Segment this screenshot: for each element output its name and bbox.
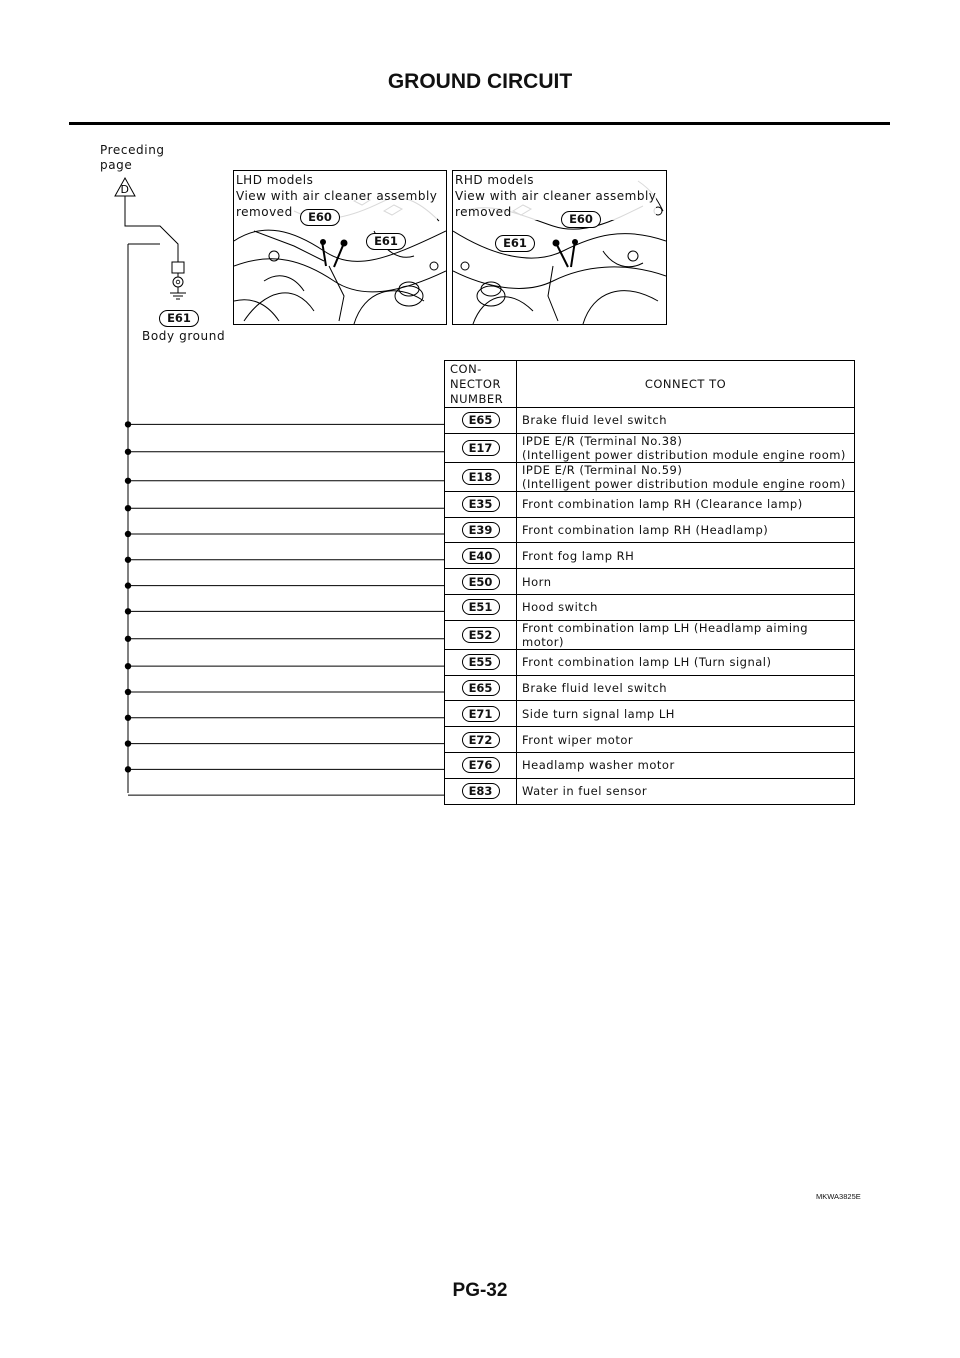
rhd-caption-line1: RHD models bbox=[455, 173, 535, 187]
lhd-e61-tag: E61 bbox=[366, 233, 406, 250]
connector-number: E76 bbox=[462, 757, 500, 773]
lhd-e60-tag: E60 bbox=[300, 209, 340, 226]
connect-to-cell: Front combination lamp RH (Headlamp) bbox=[517, 517, 855, 543]
connector-number-cell bbox=[445, 462, 517, 491]
preceding-label: Preceding bbox=[100, 143, 165, 157]
splice-dot bbox=[125, 557, 131, 563]
splice-dot bbox=[125, 689, 131, 695]
connector-number-cell bbox=[445, 675, 517, 701]
splice-dot bbox=[125, 505, 131, 511]
rhd-caption-line2: View with air cleaner assembly bbox=[455, 189, 657, 203]
connector-number: E17 bbox=[462, 440, 500, 456]
splice-dot bbox=[125, 766, 131, 772]
connect-to-cell: Headlamp washer motor bbox=[517, 752, 855, 778]
connect-to-cell: Horn bbox=[517, 569, 855, 595]
body-ground-label: Body ground bbox=[142, 329, 226, 343]
connector-number: E35 bbox=[462, 496, 500, 512]
table-row bbox=[445, 778, 855, 804]
table-row bbox=[445, 620, 855, 649]
rhd-e60-tag: E60 bbox=[561, 211, 601, 228]
connect-to-cell: IPDE E/R (Terminal No.59) (Intelligent power distribution module engine room) bbox=[517, 462, 855, 491]
rhd-location-photo bbox=[452, 170, 667, 325]
rhd-caption bbox=[455, 172, 656, 220]
preceding-label-2: page bbox=[100, 158, 133, 172]
connect-to-cell: Side turn signal lamp LH bbox=[517, 701, 855, 727]
lhd-caption-line3: removed bbox=[236, 205, 293, 219]
table-row bbox=[445, 701, 855, 727]
splice-dot bbox=[125, 608, 131, 614]
page-number: PG-32 bbox=[452, 1280, 508, 1301]
table-row bbox=[445, 569, 855, 595]
connector-number-cell bbox=[445, 408, 517, 434]
splice-dot bbox=[125, 421, 131, 427]
connector-number-cell bbox=[445, 569, 517, 595]
figure-code: MKWA3825E bbox=[816, 1192, 861, 1201]
header-connector-number-text: CON- NECTOR NUMBER bbox=[450, 361, 504, 406]
connector-number-cell bbox=[445, 752, 517, 778]
connector-number: E40 bbox=[462, 548, 500, 564]
page-title: GROUND CIRCUIT bbox=[387, 70, 573, 93]
connector-number: E18 bbox=[462, 469, 500, 485]
connect-to-cell: IPDE E/R (Terminal No.38) (Intelligent power distribution module engine room) bbox=[517, 433, 855, 462]
connector-number: E51 bbox=[462, 599, 500, 615]
splice-dot bbox=[125, 740, 131, 746]
lhd-caption-line2: View with air cleaner assembly bbox=[236, 189, 438, 203]
connect-to-cell: Front fog lamp RH bbox=[517, 543, 855, 569]
table-row bbox=[445, 408, 855, 434]
table-header-row bbox=[445, 361, 855, 408]
table-row bbox=[445, 649, 855, 675]
splice-dot bbox=[125, 636, 131, 642]
table-row bbox=[445, 462, 855, 491]
connector-tag: D bbox=[120, 183, 129, 196]
header-connect-to: CONNECT TO bbox=[517, 361, 855, 408]
splice-dot bbox=[125, 715, 131, 721]
header-connector-number bbox=[445, 361, 517, 408]
ground-connector-tag: E61 bbox=[159, 310, 199, 327]
connect-to-cell: Brake fluid level switch bbox=[517, 408, 855, 434]
splice-dot bbox=[125, 582, 131, 588]
connector-number: E71 bbox=[462, 706, 500, 722]
connector-number-cell bbox=[445, 620, 517, 649]
splice-dot bbox=[125, 531, 131, 537]
connector-number: E72 bbox=[462, 732, 500, 748]
splice-dot bbox=[125, 449, 131, 455]
connector-number: E83 bbox=[462, 783, 500, 799]
rhd-e61-tag: E61 bbox=[495, 235, 535, 252]
connector-number-cell bbox=[445, 727, 517, 753]
connector-number: E39 bbox=[462, 522, 500, 538]
connector-number-cell bbox=[445, 517, 517, 543]
connect-to-cell: Front wiper motor bbox=[517, 727, 855, 753]
connect-to-cell: Front combination lamp LH (Headlamp aiming motor) bbox=[517, 620, 855, 649]
connector-number-cell bbox=[445, 543, 517, 569]
connector-number-cell bbox=[445, 701, 517, 727]
table-row bbox=[445, 727, 855, 753]
connect-to-cell: Hood switch bbox=[517, 594, 855, 620]
table-row bbox=[445, 675, 855, 701]
table-row bbox=[445, 594, 855, 620]
table-row bbox=[445, 517, 855, 543]
connect-to-cell: Front combination lamp RH (Clearance lamp) bbox=[517, 491, 855, 517]
table-row bbox=[445, 433, 855, 462]
table-row bbox=[445, 543, 855, 569]
connect-to-cell: Front combination lamp LH (Turn signal) bbox=[517, 649, 855, 675]
lhd-location-photo bbox=[233, 170, 447, 325]
table-row bbox=[445, 491, 855, 517]
connector-number-cell bbox=[445, 594, 517, 620]
connect-to-cell: Brake fluid level switch bbox=[517, 675, 855, 701]
connector-number-cell bbox=[445, 433, 517, 462]
table-row bbox=[445, 752, 855, 778]
connector-number: E65 bbox=[462, 680, 500, 696]
connector-number: E65 bbox=[462, 412, 500, 428]
connector-number-cell bbox=[445, 649, 517, 675]
splice-dot bbox=[125, 663, 131, 669]
connector-number-cell bbox=[445, 491, 517, 517]
rhd-caption-line3: removed bbox=[455, 205, 512, 219]
connect-to-cell: Water in fuel sensor bbox=[517, 778, 855, 804]
connector-number: E50 bbox=[462, 574, 500, 590]
lhd-caption-line1: LHD models bbox=[236, 173, 314, 187]
connector-table bbox=[444, 360, 855, 805]
connector-number: E55 bbox=[462, 654, 500, 670]
connector-number: E52 bbox=[462, 627, 500, 643]
splice-dot bbox=[125, 478, 131, 484]
bus-lines bbox=[125, 421, 444, 795]
connector-table-body bbox=[445, 408, 855, 805]
connector-number-cell bbox=[445, 778, 517, 804]
